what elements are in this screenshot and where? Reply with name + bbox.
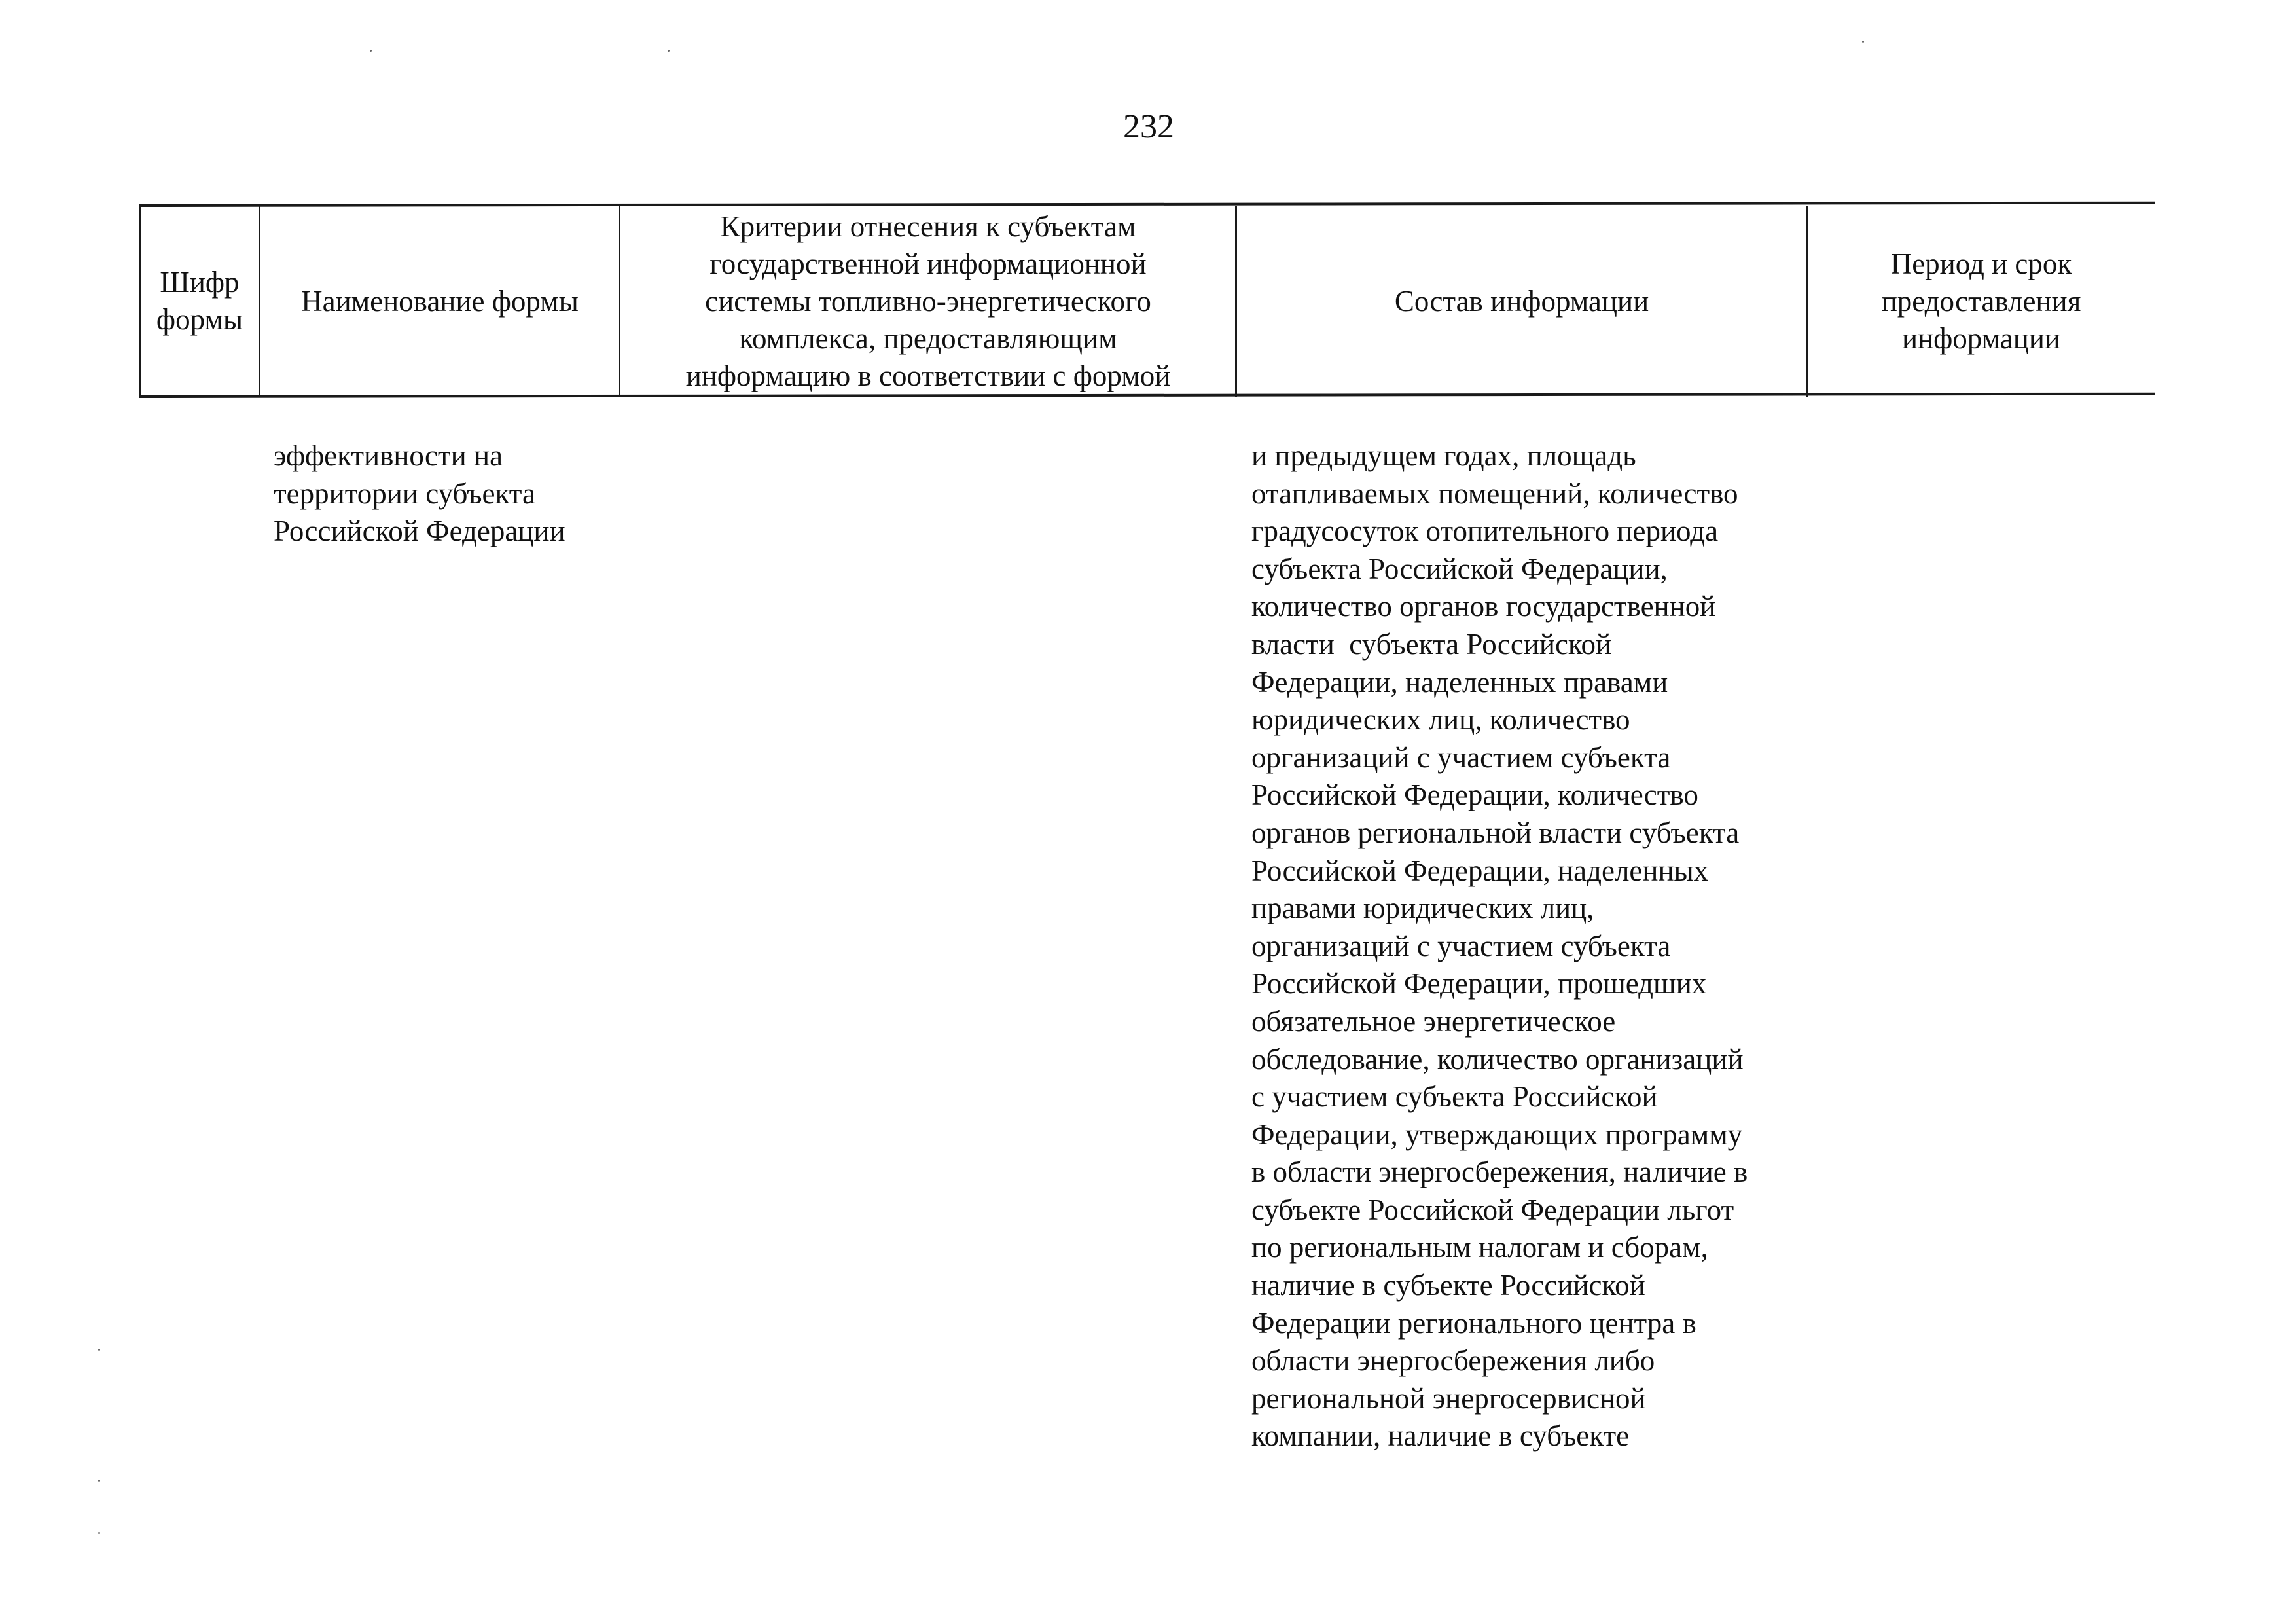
scan-speck	[98, 1532, 100, 1534]
page-number: 232	[1123, 108, 1174, 145]
header-cell-form-name	[260, 207, 619, 395]
header-cell-criteria	[620, 207, 1236, 397]
header-cell-code	[140, 207, 259, 395]
row-info-composition: и предыдущем годах, площадь отапливаемых помещений, количество градусосуток отопительного периода субъекта Российской Федерации, количество органов государственной власти субъекта Российской Федерации, наделенных правами юридических лиц, количество организаций с участием субъекта Российской Федерации, количество органов региональной власти субъекта Российской Федерации, наделенных правами юридических лиц, организаций с участием субъекта Российской Федерации, прошедших обязательное энергетическое обследование, количество организаций с участием субъекта Российской Федерации, утверждающих программу в области энергосбережения, наличие в субъекте Российской Федерации льгот по региональным налогам и сборам, наличие в субъекте Российской Федерации регионального центра в области энергосбережения либо региональной энергосервисной компании, наличие в субъекте	[1251, 439, 1748, 1453]
header-code-text: Шифр формы	[156, 266, 243, 336]
table-top-border	[139, 202, 2155, 207]
header-info-composition-text: Состав информации	[1394, 284, 1649, 318]
header-form-name-text: Наименование формы	[301, 284, 579, 318]
header-cell-info-composition	[1237, 207, 1806, 395]
scan-speck	[370, 50, 372, 52]
header-period-text: Период и срок предоставления информации	[1881, 247, 2081, 355]
header-criteria-text: Критерии отнесения к субъектам государственной информационной системы топливно-энергетического комплекса, предоставляющим информацию в соответствии с формой	[685, 210, 1171, 392]
scan-speck	[98, 1349, 100, 1351]
scan-speck	[98, 1480, 100, 1482]
scan-speck	[668, 50, 670, 52]
scan-speck	[1862, 41, 1864, 43]
row-form-name: эффективности на территории субъекта Российской Федерации	[274, 439, 565, 548]
header-cell-period	[1808, 207, 2155, 395]
